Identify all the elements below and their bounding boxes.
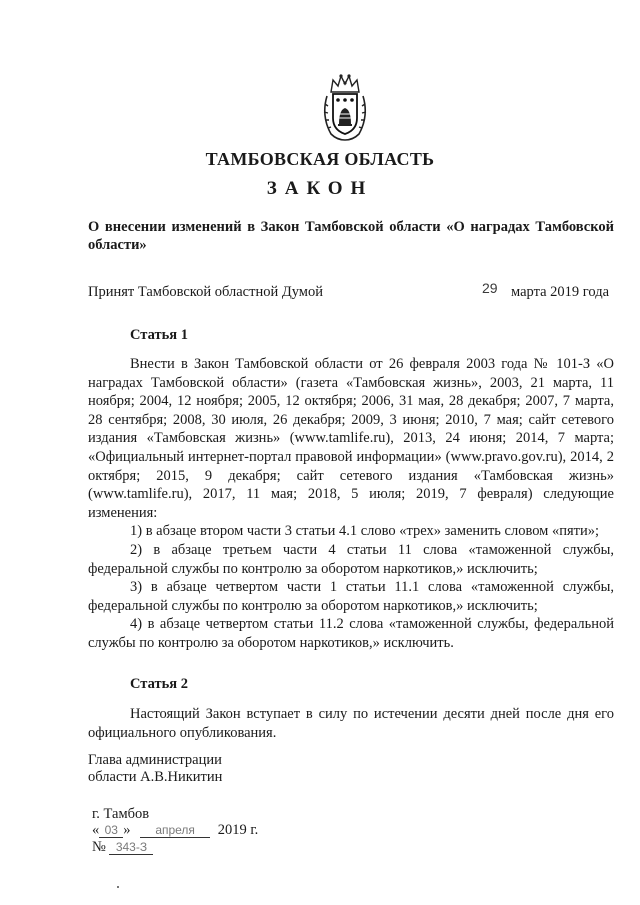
signing-place: г. Тамбов (92, 806, 150, 822)
signing-date (92, 822, 258, 839)
date-open-quote: « (92, 822, 100, 838)
article-2-title: Статья 2 (130, 676, 188, 692)
document-type-heading: ЗАКОН (266, 178, 374, 199)
law-subject-title: О внесении изменений в Закон Тамбовской области «О наградах Тамбовской области» (88, 219, 614, 253)
region-heading: ТАМБОВСКАЯ ОБЛАСТЬ (205, 149, 435, 169)
tambov-coat-of-arms-emblem (321, 72, 369, 142)
adoption-statement: Принят Тамбовской областной Думой (88, 284, 323, 300)
law-number-handwritten: 343-З (109, 840, 153, 855)
article-1-body (88, 355, 614, 653)
law-number (92, 839, 153, 856)
date-day-handwritten: 03 (99, 823, 123, 838)
article-2-paragraph: Настоящий Закон вступает в силу по истечении десяти дней после дня его официального опубликования. (88, 706, 614, 741)
adoption-date: марта 2019 года (511, 284, 610, 300)
article-1-item-1: 1) в абзаце втором части 3 статьи 4.1 слово «трех» заменить словом «пяти»; (130, 523, 600, 540)
article-1-item-2: 2) в абзаце третьем части 4 статьи 11 слова «таможенной службы, федеральной службы по контролю за оборотом наркотиков,» исключить; (88, 541, 614, 577)
date-month-handwritten: апреля (140, 823, 210, 838)
signature-position: Глава администрации (88, 752, 222, 768)
article-1-title: Статья 1 (130, 327, 188, 343)
number-prefix: № (92, 839, 106, 855)
article-1-item-3: 3) в абзаце четвертом части 1 статьи 11.1 слова «таможенной службы, федеральной службы по контролю за оборотом наркотиков,» исключить; (88, 579, 614, 614)
signature-block (88, 752, 222, 786)
article-2-body (88, 705, 614, 742)
date-close-quote: » (123, 822, 131, 838)
adoption-day-handwritten: 29 (482, 280, 498, 296)
article-1-intro-paragraph: Внести в Закон Тамбовской области от 26 февраля 2003 года № 101-З «О наградах Тамбовской области» (газета «Тамбовская жизнь», 2003, 21 марта, 11 ноября; 2004, 12 ноября; 2005, 12 октября; 2006, 31 мая, 28 декабря; 2007, 7 марта, 28 сентября; 2008, 30 июля, 26 декабря; 2009, 3 июня; 2010, 7 мая; сайт сетевого издания «Тамбовская жизнь» (www.tamlife.ru), 2013, 24 июня; 2014, 7 марта; «Официальный интернет-портал правовой информации» (www.pravo.gov.ru), 2014, 2 октября; 2015, 9 декабря; сайт сетевого издания «Тамбовская жизнь» (www.tamlife.ru), 2017, 11 мая; 2018, 5 июля; 2019, 7 февраля) следующие изменения: (88, 356, 614, 521)
date-year: 2019 г. (217, 822, 259, 838)
signature-name: области А.В.Никитин (88, 769, 223, 785)
scan-speck (117, 886, 119, 888)
article-1-item-4: 4) в абзаце четвертом статьи 11.2 слова «таможенной службы, федеральной службы по контролю за оборотом наркотиков,» исключить. (88, 616, 614, 651)
